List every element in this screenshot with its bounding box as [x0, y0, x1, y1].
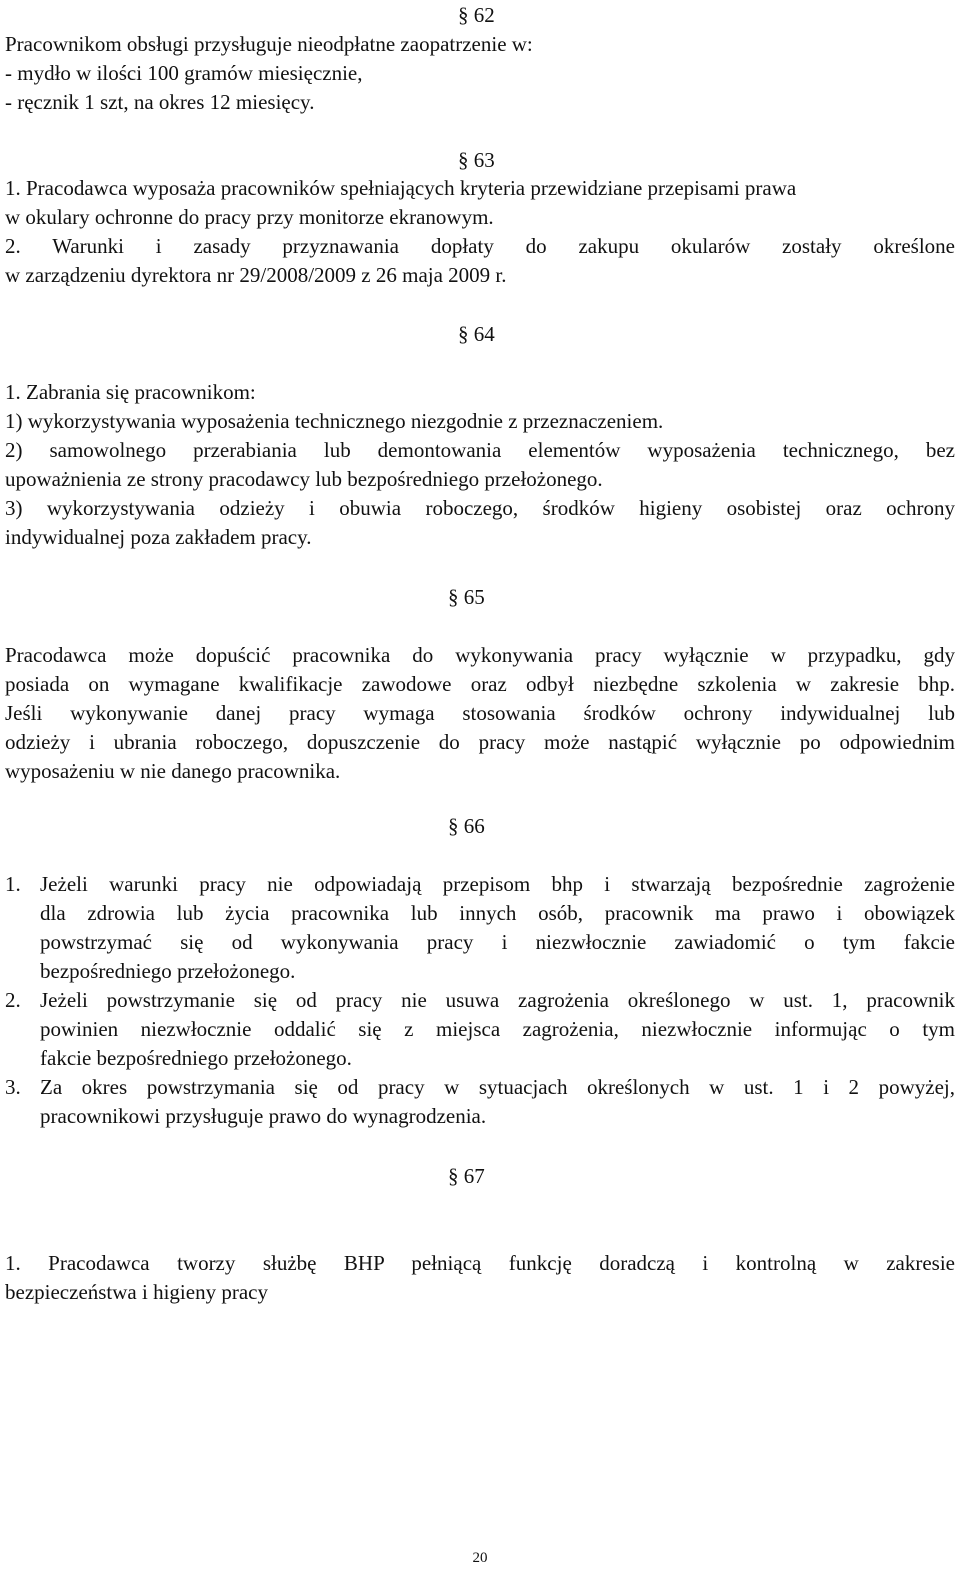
paragraph-line: w zarządzeniu dyrektora nr 29/2008/2009 z 26 maja 2009 r.: [5, 263, 507, 287]
paragraph-line: Jeżeli powstrzymanie się od pracy nie usuwa zagrożenia określonego w ust. 1, pracownik: [40, 988, 955, 1012]
paragraph-line: Jeśli wykonywanie danej pracy wymaga stosowania środków ochrony indywidualnej lub: [5, 701, 955, 725]
item-number: 3.: [5, 1075, 21, 1099]
paragraph-line: powinien niezwłocznie oddalić się z miejsca zagrożenia, niezwłocznie informując o tym: [40, 1017, 955, 1041]
item-number: 1.: [5, 872, 21, 896]
section-62-body: [5, 30, 955, 117]
page-number: 20: [472, 1550, 488, 1566]
paragraph-line: 2) samowolnego przerabiania lub demontowania elementów wyposażenia technicznego, bez: [5, 438, 955, 462]
section-heading-64: § 64: [458, 322, 495, 346]
numbered-item-2: [5, 986, 955, 1073]
section-heading-66: § 66: [448, 814, 485, 838]
paragraph-line: 2. Warunki i zasady przyznawania dopłaty do zakupu okularów zostały określone: [5, 234, 955, 258]
paragraph-line: Jeżeli warunki pracy nie odpowiadają przepisom bhp i stwarzają bezpośrednie zagrożenie: [40, 872, 955, 896]
section-67-body: [5, 1249, 955, 1307]
paragraph-line: indywidualnej poza zakładem pracy.: [5, 525, 312, 549]
section-heading-65: § 65: [448, 585, 485, 609]
paragraph-line: 1. Pracodawca wyposaża pracowników spełniających kryteria przewidziane przepisami prawa: [5, 176, 797, 200]
section-66-body: [5, 870, 955, 1131]
numbered-item-1: [5, 870, 955, 986]
paragraph-line: 1. Pracodawca tworzy służbę BHP pełniącą funkcję doradczą i kontrolną w zakresie: [5, 1251, 955, 1275]
section-64-body: [5, 378, 955, 552]
item-number: 2.: [5, 988, 21, 1012]
paragraph-line: fakcie bezpośredniego przełożonego.: [40, 1046, 352, 1070]
paragraph-line: 1) wykorzystywania wyposażenia technicznego niezgodnie z przeznaczeniem.: [5, 409, 664, 433]
paragraph-line: wyposażeniu w nie danego pracownika.: [5, 759, 341, 783]
paragraph-line: dla zdrowia lub życia pracownika lub innych osób, pracownik ma prawo i obowiązek: [40, 901, 955, 925]
section-65-body: [5, 641, 955, 786]
paragraph-line: Pracownikom obsługi przysługuje nieodpłatne zaopatrzenie w:: [5, 32, 533, 56]
paragraph-line: - ręcznik 1 szt, na okres 12 miesięcy.: [5, 90, 315, 114]
paragraph-line: upoważnienia ze strony pracodawcy lub bezpośredniego przełożonego.: [5, 467, 603, 491]
paragraph-line: bezpośredniego przełożonego.: [40, 959, 296, 983]
paragraph-line: w okulary ochronne do pracy przy monitorze ekranowym.: [5, 205, 494, 229]
paragraph-line: 3) wykorzystywania odzieży i obuwia roboczego, środków higieny osobistej oraz ochrony: [5, 496, 955, 520]
paragraph-line: 1. Zabrania się pracownikom:: [5, 380, 256, 404]
section-63-body: [5, 174, 955, 290]
section-heading-67: § 67: [448, 1164, 485, 1188]
paragraph-line: odzieży i ubrania roboczego, dopuszczenie do pracy może nastąpić wyłącznie po odpowiednim: [5, 730, 955, 754]
paragraph-line: Za okres powstrzymania się od pracy w sytuacjach określonych w ust. 1 i 2 powyżej,: [40, 1075, 955, 1099]
paragraph-line: pracownikowi przysługuje prawo do wynagrodzenia.: [40, 1104, 487, 1128]
paragraph-line: posiada on wymagane kwalifikacje zawodowe oraz odbył niezbędne szkolenia w zakresie bhp.: [5, 672, 955, 696]
paragraph-line: powstrzymać się od wykonywania pracy i niezwłocznie zawiadomić o tym fakcie: [40, 930, 955, 954]
section-heading-63: § 63: [458, 148, 495, 172]
paragraph-line: Pracodawca może dopuścić pracownika do wykonywania pracy wyłącznie w przypadku, gdy: [5, 643, 955, 667]
section-heading-62: § 62: [458, 3, 495, 27]
paragraph-line: bezpieczeństwa i higieny pracy: [5, 1280, 268, 1304]
numbered-item-3: [5, 1073, 955, 1131]
paragraph-line: - mydło w ilości 100 gramów miesięcznie,: [5, 61, 363, 85]
